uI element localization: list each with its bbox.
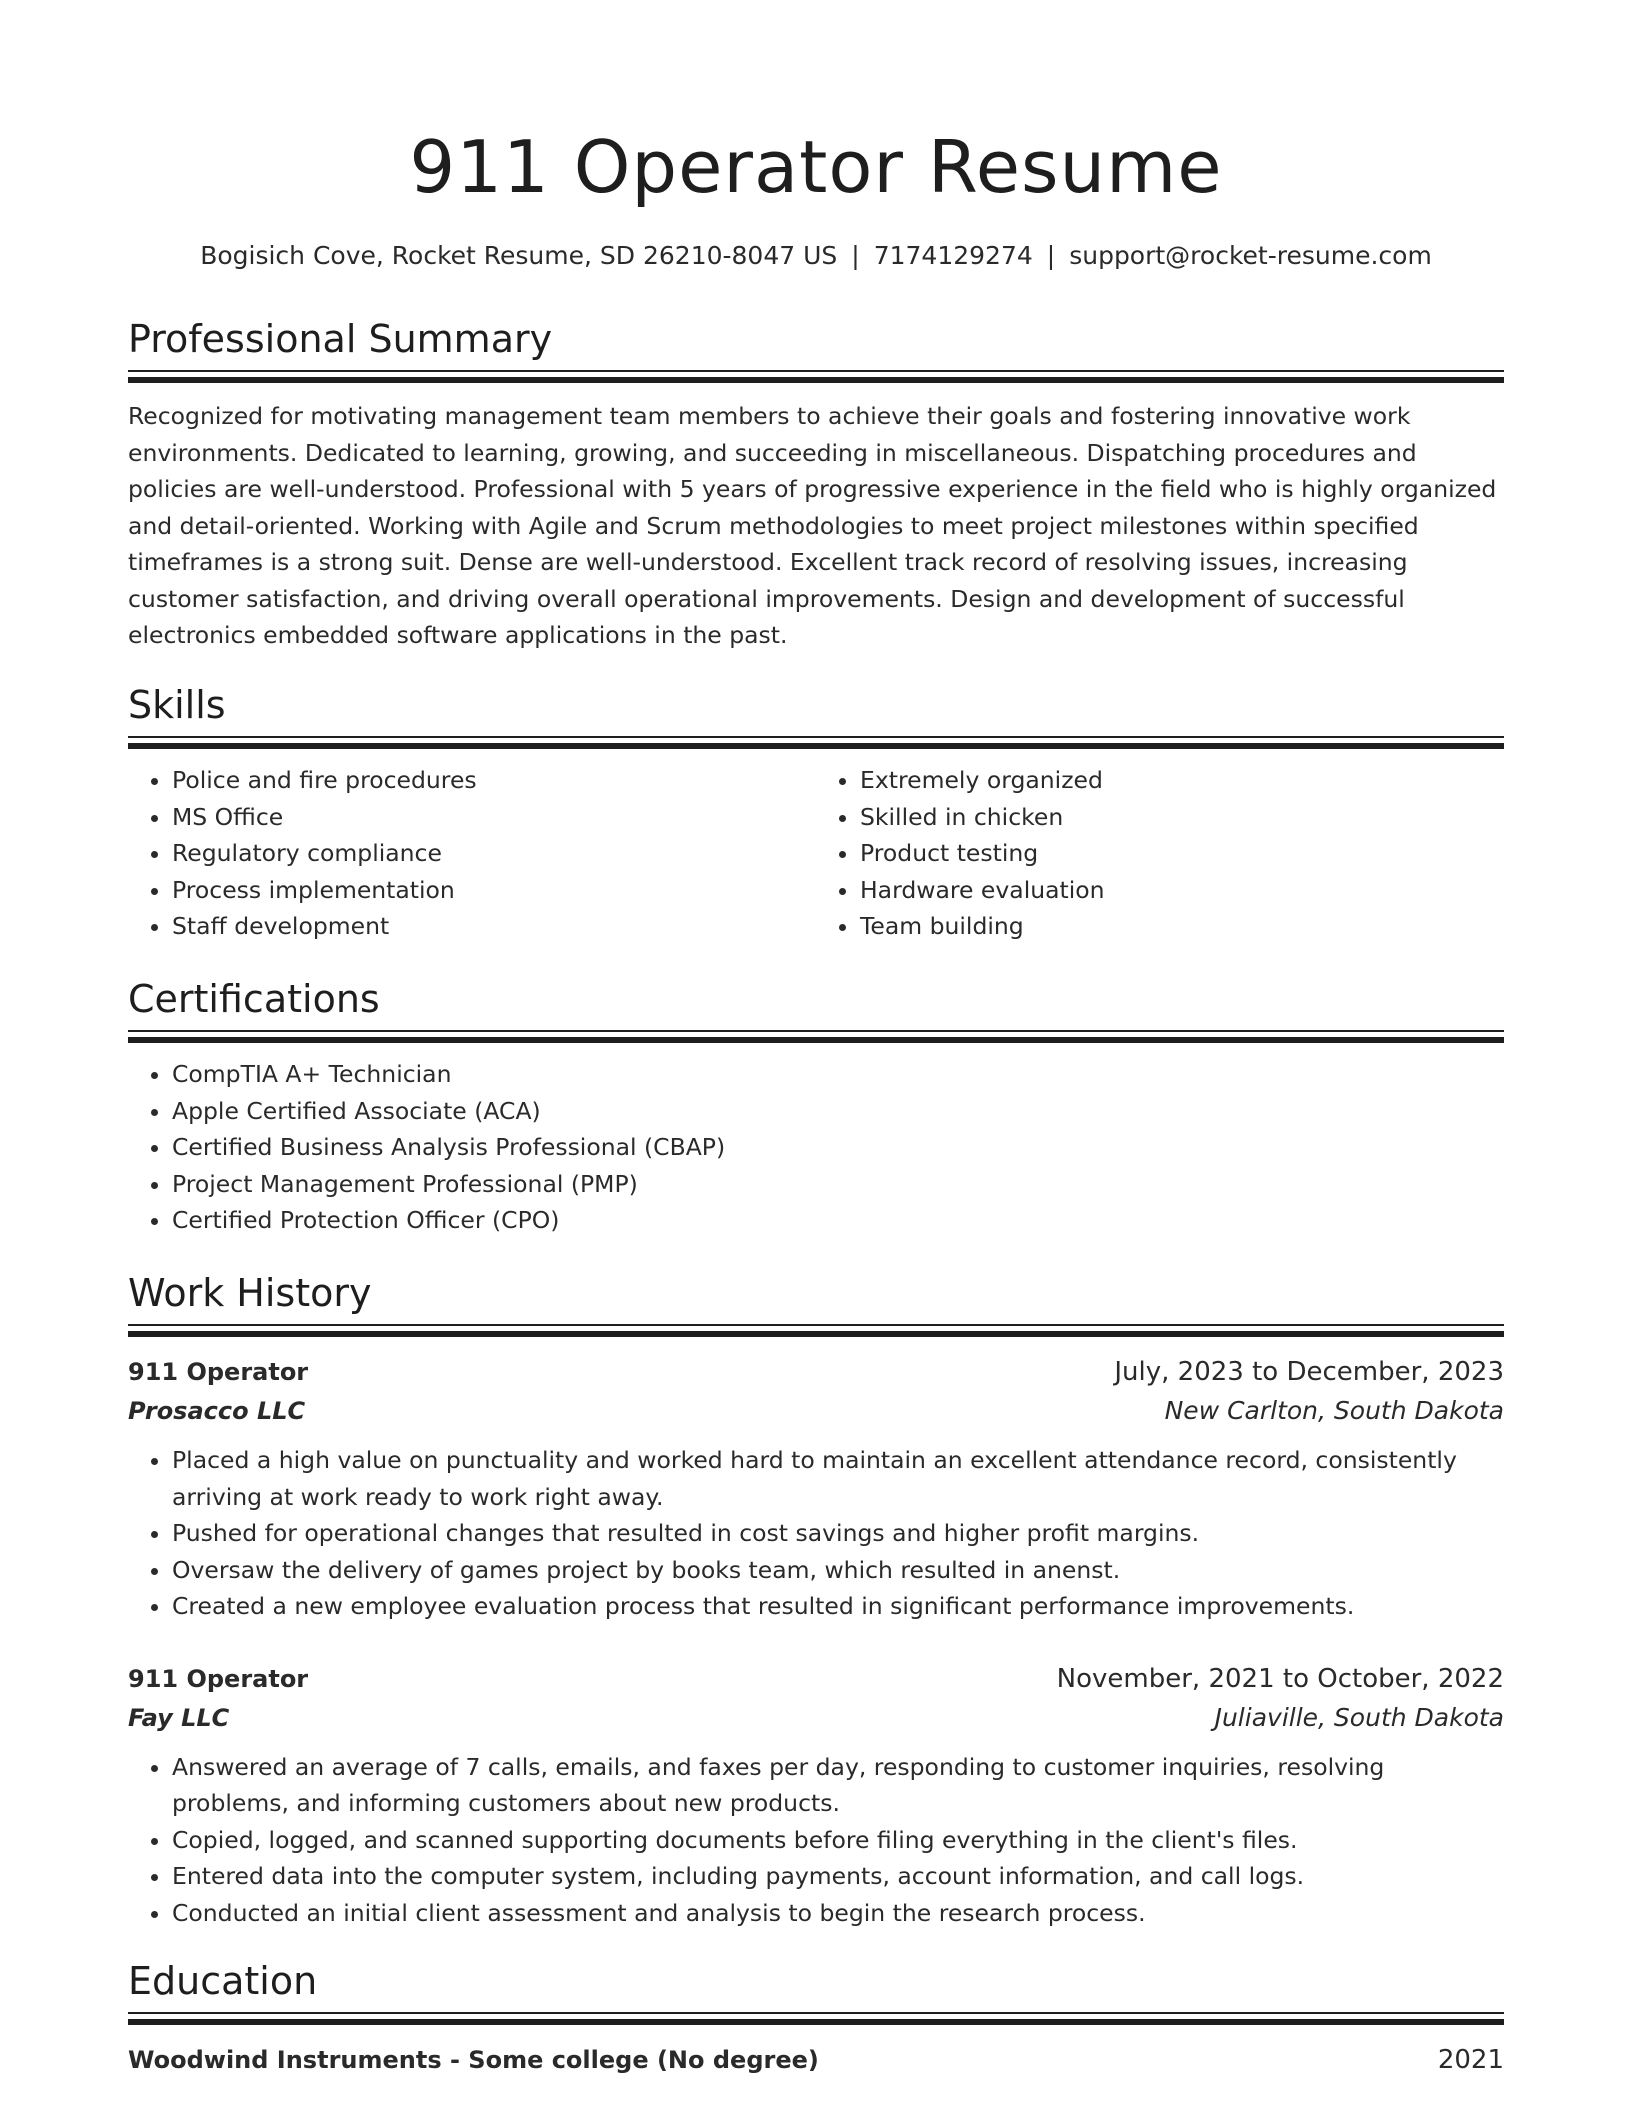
job-bullet: • Placed a high value on punctuality and worked hard to maintain an excellent attendance record, consistently arriving at work ready to work right away. (172, 1442, 1504, 1515)
contact-address: Bogisich Cove, Rocket Resume, SD 26210-8047 US (200, 241, 838, 270)
summary-section (128, 314, 1504, 654)
job-entry (128, 1352, 1504, 1625)
contact-separator: | (1046, 241, 1056, 270)
job-bullets (128, 1442, 1504, 1625)
skill-item: • Staff development (172, 908, 816, 945)
certification-item: • Project Management Professional (PMP) (172, 1166, 1504, 1203)
job-bullet: • Conducted an initial client assessment and analysis to begin the research process. (172, 1895, 1504, 1932)
job-bullet: • Pushed for operational changes that resulted in cost savings and higher profit margins. (172, 1515, 1504, 1552)
contact-separator: | (851, 241, 860, 270)
job-title: 911 Operator (128, 1664, 309, 1693)
skill-item: • Process implementation (172, 872, 816, 909)
contact-email: support@rocket-resume.com (1069, 241, 1432, 270)
certification-item: • CompTIA A+ Technician (172, 1056, 1504, 1093)
skill-item: • MS Office (172, 799, 816, 836)
skill-item: • Hardware evaluation (860, 872, 1504, 909)
work-history-heading: Work History (128, 1271, 372, 1315)
job-bullet: • Answered an average of 7 calls, emails, and faxes per day, responding to customer inquiries, resolving problems, and informing customers about new products. (172, 1749, 1504, 1822)
job-location: Juliaville, South Dakota (1214, 1702, 1504, 1732)
certifications-section (128, 974, 1504, 1239)
resume-title: 911 Operator Resume (409, 125, 1223, 209)
job-bullet: • Entered data into the computer system, including payments, account information, and call logs. (172, 1858, 1504, 1895)
job-company: Fay LLC (128, 1703, 230, 1732)
education-section (128, 1956, 1504, 2080)
skills-section (128, 680, 1504, 945)
job-bullet: • Created a new employee evaluation process that resulted in significant performance improvements. (172, 1588, 1504, 1625)
job-dates: November, 2021 to October, 2022 (1056, 1663, 1504, 1694)
skills-heading: Skills (128, 683, 226, 727)
skills-columns (128, 750, 1504, 945)
summary-text: Recognized for motivating management team members to achieve their goals and fostering innovative work environments. Dedicated to learning, growing, and succeeding in miscellaneous. Dispatching procedures and policies are well-understood. Professional with 5 years of progressive experience in the field who is highly organized and detail-oriented. Working with Agile and Scrum methodologies to meet project milestones within specified timeframes is a strong suit. Dense are well-understood. Excellent track record of resolving issues, increasing customer satisfaction, and driving overall operational improvements. Design and development of successful electronics embedded software applications in the past. (128, 402, 1497, 649)
contact-phone: 7174129274 (873, 241, 1033, 270)
section-divider (128, 2012, 1504, 2026)
job-bullets (128, 1749, 1504, 1932)
certifications-heading: Certifications (128, 977, 380, 1021)
contact-line (128, 238, 1504, 274)
job-location: New Carlton, South Dakota (1164, 1396, 1504, 1425)
skill-item: • Product testing (860, 835, 1504, 872)
job-company: Prosacco LLC (128, 1397, 306, 1425)
skill-item: • Team building (860, 908, 1504, 945)
section-divider (128, 1324, 1504, 1338)
skill-item: • Regulatory compliance (172, 835, 816, 872)
education-degree: Woodwind Instruments - Some college (No degree) (128, 2046, 819, 2074)
work-history-section (128, 1268, 1504, 1931)
skill-item: • Skilled in chicken (860, 799, 1504, 836)
skills-list-right (816, 762, 1504, 945)
job-entry (128, 1659, 1504, 1932)
job-dates: July, 2023 to December, 2023 (1114, 1357, 1504, 1387)
skill-item: • Extremely organized (860, 762, 1504, 799)
section-divider (128, 1030, 1504, 1044)
certification-item: • Certified Protection Officer (CPO) (172, 1202, 1504, 1239)
skill-item: • Police and fire procedures (172, 762, 816, 799)
certifications-list (128, 1056, 1504, 1239)
education-year: 2021 (1437, 2045, 1504, 2075)
certification-item: • Certified Business Analysis Professional (CBAP) (172, 1129, 1504, 1166)
job-title: 911 Operator (128, 1358, 309, 1386)
skills-list-left (128, 762, 816, 945)
summary-heading: Professional Summary (128, 317, 553, 361)
education-heading: Education (128, 1959, 318, 2003)
section-divider (128, 370, 1504, 384)
job-bullet: • Oversaw the delivery of games project by books team, which resulted in anenst. (172, 1552, 1504, 1589)
certification-item: • Apple Certified Associate (ACA) (172, 1093, 1504, 1130)
section-divider (128, 736, 1504, 750)
job-bullet: • Copied, logged, and scanned supporting documents before filing everything in the client's files. (172, 1822, 1504, 1859)
